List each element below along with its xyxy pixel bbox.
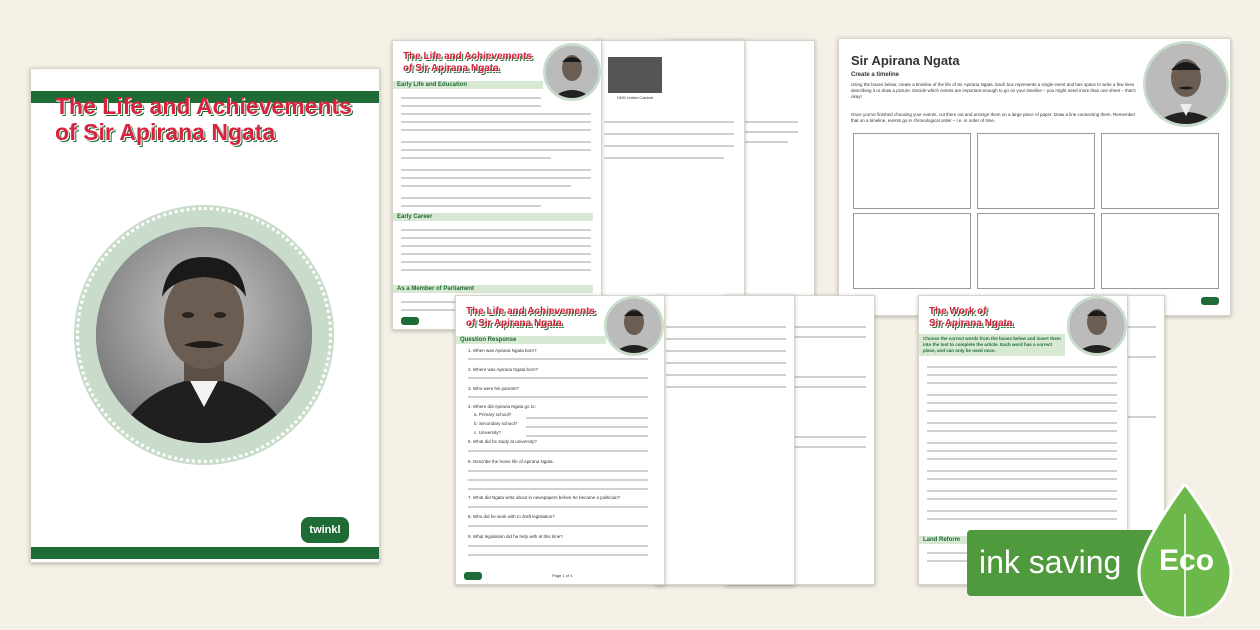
timeline-box[interactable] — [1101, 213, 1219, 289]
text-line — [927, 498, 1117, 500]
answer-line[interactable] — [468, 358, 648, 360]
text-line — [401, 229, 591, 231]
timeline-outro: Once you've finished choosing your events, cut them out and arrange them on a large piece of paper. Draw a line connecting them. Remember that on a timeline, events go in chronological order – i.e. in order of time. — [851, 112, 1136, 123]
question-9: 9. What legislation did he help with at this time? — [468, 534, 563, 539]
question-8: 8. Who did he work with to draft legislation? — [468, 514, 555, 519]
section-early-life: Early Life and Education — [393, 81, 543, 89]
timeline-box[interactable] — [853, 133, 971, 209]
text-line — [401, 169, 591, 171]
fact-sheet-title — [403, 51, 553, 74]
text-line — [604, 133, 734, 135]
timeline-intro: Using the boxes below, create a timeline of the life of Sir Apirana Ngata. Each box represents a single event and has space to write a few lines describing it or draw a picture. Decide which events are important enough to go on your timeline – you might need more than one sheet – that's okay! — [851, 82, 1136, 99]
work-portrait — [1067, 296, 1127, 356]
timeline-box[interactable] — [853, 213, 971, 289]
text-line — [927, 410, 1117, 412]
text-line — [927, 382, 1117, 384]
text-line — [401, 245, 591, 247]
question-7: 7. What did Ngata write about in newspapers before he became a politician? — [468, 495, 621, 500]
text-line — [401, 261, 591, 263]
question-3: 3. Who were his parents? — [468, 386, 520, 391]
cover-portrait-photo — [96, 227, 312, 443]
fact-sheet-page — [392, 40, 602, 330]
timeline-page — [838, 38, 1231, 316]
text-line — [401, 97, 541, 99]
text-line — [927, 518, 1117, 520]
timeline-box[interactable] — [977, 213, 1095, 289]
question-portrait — [604, 296, 664, 356]
answer-line[interactable] — [468, 488, 648, 490]
text-line — [927, 442, 1117, 444]
work-title-line1: The Work of — [929, 306, 987, 317]
text-line — [401, 269, 591, 271]
fact-sheet-twinkl-logo — [401, 317, 419, 325]
text-line — [401, 121, 591, 123]
text-line — [666, 386, 786, 388]
fact-sheet-title-line1: The Life and Achievements — [403, 51, 533, 62]
text-line — [927, 470, 1117, 472]
text-line — [927, 430, 1117, 432]
text-line — [401, 157, 551, 159]
text-line — [604, 157, 724, 159]
answer-line[interactable] — [468, 450, 648, 452]
question-1: 1. When was Apirana Ngata born? — [468, 348, 537, 353]
question-4a: a. Primary school? — [474, 412, 512, 417]
text-line — [401, 253, 591, 255]
question-title — [466, 306, 616, 329]
question-page-number: Page 1 of 4 — [552, 573, 573, 578]
question-4: 4. Where did Apirana Ngata go to: — [468, 404, 536, 409]
text-line — [927, 510, 1117, 512]
answer-line[interactable] — [468, 545, 648, 547]
question-twinkl-logo — [464, 572, 482, 580]
timeline-subtitle: Create a timeline — [851, 72, 900, 78]
question-4c: c. University? — [474, 430, 502, 435]
question-title-line1: The Life and Achievements — [466, 306, 596, 317]
timeline-title: Sir Apirana Ngata — [851, 53, 960, 68]
question-2: 2. Where was Apirana Ngata born? — [468, 367, 539, 372]
timeline-box[interactable] — [977, 133, 1095, 209]
photo-cabinet — [608, 57, 662, 93]
work-title-line2: Sir Apirana Ngata — [929, 317, 1013, 329]
cover-title — [55, 93, 375, 146]
fact-sheet-back-page-2 — [595, 40, 745, 325]
photo-caption-1: 1905 United Cabinet — [616, 95, 654, 100]
text-line — [401, 141, 591, 143]
text-line — [401, 197, 591, 199]
text-line — [666, 338, 786, 340]
cover-bottom-bar — [31, 547, 379, 559]
text-line — [401, 237, 591, 239]
question-title-line2: of Sir Apirana Ngata — [466, 317, 562, 329]
answer-line[interactable] — [468, 554, 648, 556]
eco-label: Eco — [1159, 544, 1215, 577]
text-line — [401, 149, 591, 151]
answer-line[interactable] — [468, 525, 648, 527]
question-6: 6. Describe the home life of Apirana Ngata. — [468, 459, 554, 464]
work-instructions: Choose the correct words from the boxes below and insert them into the text to complete the article. Each word has a correct place, and can only be used once. — [919, 334, 1065, 356]
cover-title-line1: The Life and Achievements — [55, 93, 352, 119]
timeline-box[interactable] — [1101, 133, 1219, 209]
text-line — [927, 402, 1117, 404]
text-line — [666, 326, 786, 328]
text-line — [927, 394, 1117, 396]
text-line — [604, 145, 734, 147]
section-early-career: Early Career — [393, 213, 593, 221]
timeline-twinkl-logo-right — [1201, 297, 1219, 305]
cover-twinkl-logo: twinkl — [301, 517, 349, 543]
fact-sheet-portrait — [543, 43, 601, 101]
text-line — [927, 374, 1117, 376]
text-line — [927, 366, 1117, 368]
text-line — [666, 350, 786, 352]
work-section-land-reform: Land Reform — [919, 536, 979, 544]
text-line — [401, 177, 591, 179]
work-title — [929, 306, 1069, 329]
question-section-head: Question Response — [456, 336, 606, 344]
answer-line[interactable] — [468, 470, 648, 472]
text-line — [666, 362, 786, 364]
text-line — [927, 478, 1117, 480]
question-page — [455, 295, 665, 585]
question-back-page-2 — [655, 295, 795, 585]
text-line — [401, 105, 541, 107]
question-4b: b. Secondary school? — [474, 421, 518, 426]
text-line — [401, 205, 541, 207]
text-line — [927, 490, 1117, 492]
cover-page — [30, 68, 380, 563]
answer-line[interactable] — [468, 377, 648, 379]
fact-sheet-title-line2: of Sir Apirana Ngata — [403, 62, 499, 74]
text-line — [666, 374, 786, 376]
text-line — [401, 185, 571, 187]
ink-saving-label: ink saving — [979, 544, 1122, 580]
answer-line[interactable] — [468, 396, 648, 398]
answer-line[interactable] — [526, 435, 648, 437]
answer-line[interactable] — [526, 426, 648, 428]
text-line — [401, 129, 591, 131]
text-line — [927, 450, 1117, 452]
answer-line[interactable] — [468, 479, 648, 481]
question-5: 5. What did he study at university? — [468, 439, 537, 444]
text-line — [604, 121, 734, 123]
timeline-portrait — [1143, 41, 1229, 127]
section-member-of-parliament: As a Member of Parliament — [393, 285, 593, 293]
answer-line[interactable] — [526, 417, 648, 419]
answer-line[interactable] — [468, 506, 648, 508]
cover-title-line2: of Sir Apirana Ngata — [55, 119, 276, 146]
text-line — [401, 113, 591, 115]
text-line — [927, 422, 1117, 424]
caption-box-1 — [606, 55, 664, 105]
text-line — [927, 458, 1117, 460]
